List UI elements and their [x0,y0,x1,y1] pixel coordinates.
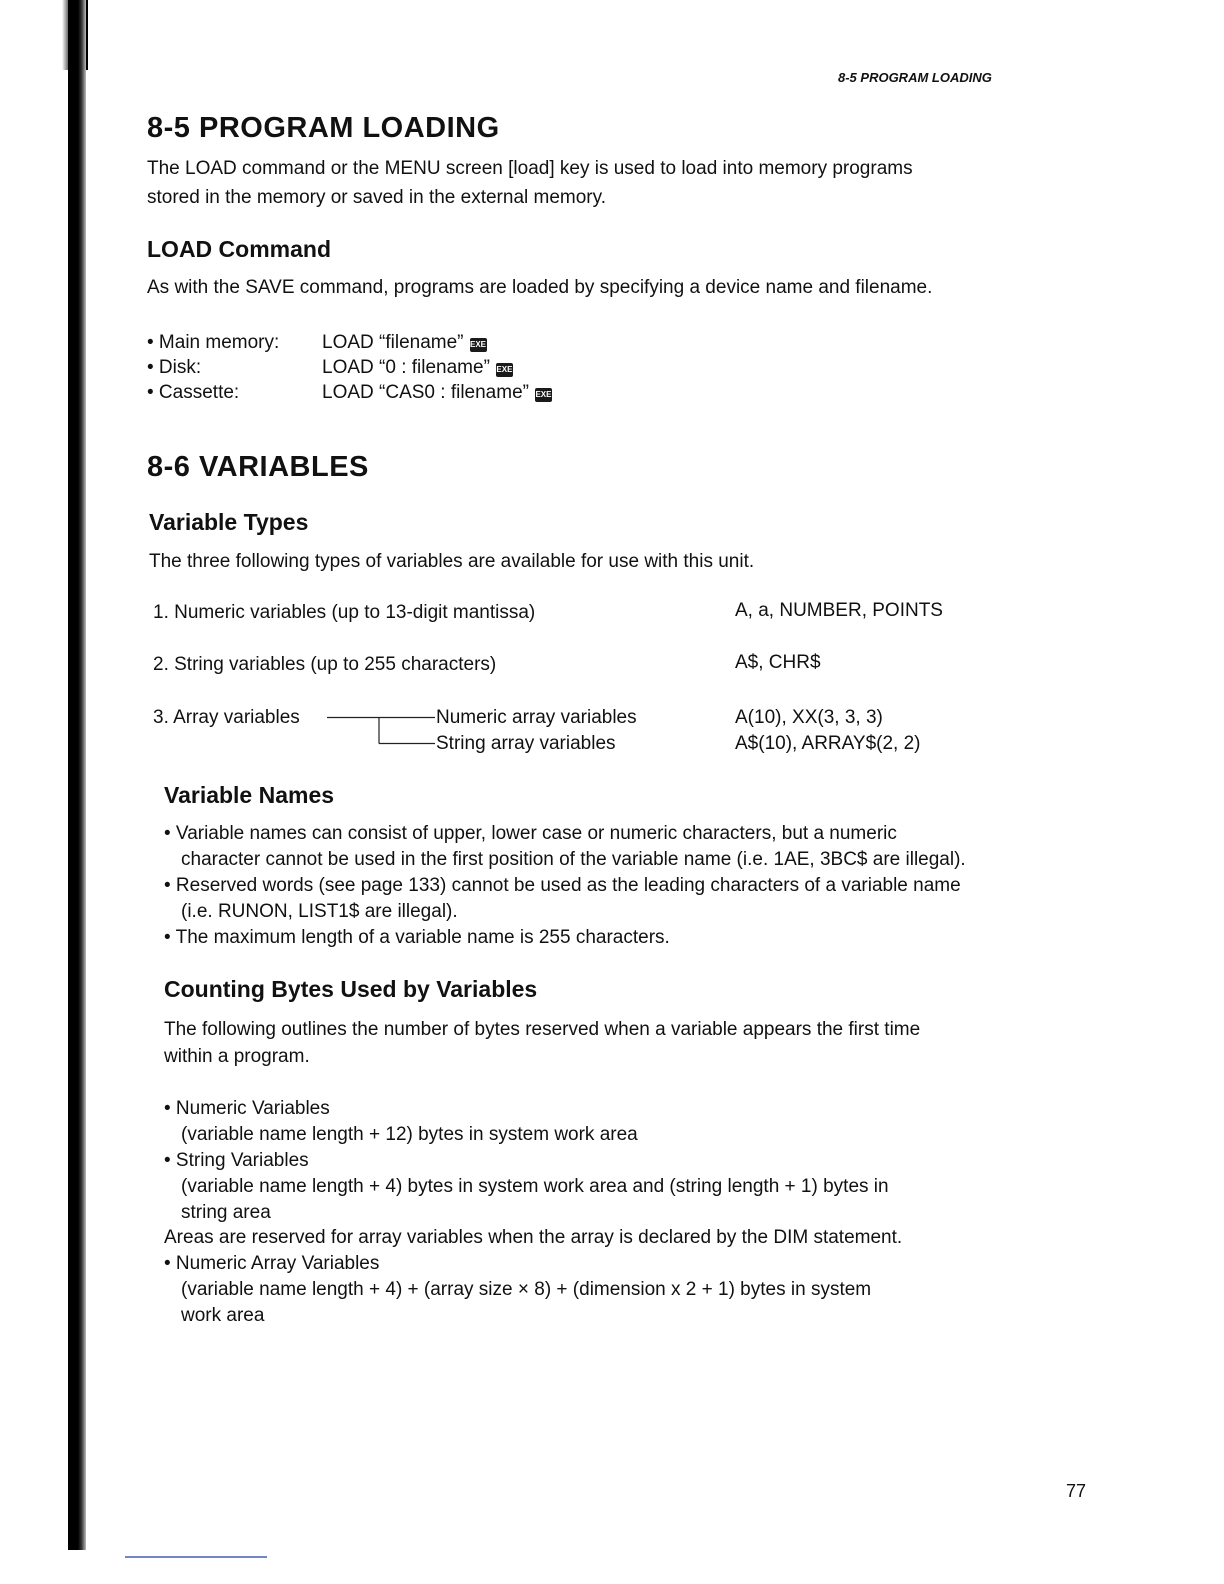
array-branch-bracket [325,716,437,746]
array-subtype-example: A(10), XX(3, 3, 3) [735,707,883,728]
running-header: 8-5 PROGRAM LOADING [838,70,992,85]
variable-type-example: A, a, NUMBER, POINTS [735,600,943,621]
load-command-cassette [322,379,552,407]
list-item-continuation: (i.e. RUNON, LIST1$ are illegal). [181,901,458,922]
variable-type-label: 3. Array variables [153,707,300,728]
section-heading-variables: 8-6 VARIABLES [147,451,369,483]
byte-formula: (variable name length + 4) bytes in system work area and (string length + 1) bytes in [181,1176,889,1197]
exe-key-icon: EXE [470,338,487,352]
array-note: Areas are reserved for array variables when the array is declared by the DIM statement. [164,1227,903,1248]
exe-key-icon: EXE [535,388,552,402]
intro-line-1: The LOAD command or the MENU screen [load] key is used to load into memory programs [147,158,913,179]
device-label-cassette: • Cassette: [147,382,240,403]
byte-formula-continuation: work area [181,1305,265,1326]
byte-formula: (variable name length + 4) + (array size × 8) + (dimension x 2 + 1) bytes in system [181,1279,872,1300]
load-command-disk [322,354,513,382]
list-item: • Variable names can consist of upper, lower case or numeric characters, but a numeric [164,823,897,844]
byte-formula-continuation: string area [181,1202,271,1223]
variable-types-text: The three following types of variables are available for use with this unit. [149,551,755,572]
subheading-counting-bytes: Counting Bytes Used by Variables [164,976,538,1002]
intro-line-2: stored in the memory or saved in the external memory. [147,187,607,208]
exe-key-icon: EXE [496,363,513,377]
page-number: 77 [1066,1481,1087,1501]
subheading-load-command: LOAD Command [147,236,331,262]
list-item: • String Variables [164,1150,309,1171]
device-label-disk: • Disk: [147,357,202,378]
subheading-variable-names: Variable Names [164,782,335,808]
load-command-main-memory [322,329,487,357]
array-subtype-label: Numeric array variables [436,707,637,728]
array-subtype-label: String array variables [436,733,616,754]
list-item-continuation: character cannot be used in the first position of the variable name (i.e. 1AE, 3BC$ are illegal). [181,849,966,870]
subheading-variable-types: Variable Types [149,509,309,535]
section-heading-program-loading: 8-5 PROGRAM LOADING [147,112,500,144]
list-item: • Reserved words (see page 133) cannot be used as the leading characters of a variable name [164,875,961,896]
counting-intro-line-1: The following outlines the number of bytes reserved when a variable appears the first time [164,1019,921,1040]
command-text: LOAD “filename” [322,332,464,353]
variable-type-label: 2. String variables (up to 255 characters) [153,654,497,675]
list-item: • The maximum length of a variable name is 255 characters. [164,927,670,948]
list-item: • Numeric Variables [164,1098,330,1119]
bottom-rule [125,1556,267,1558]
command-text: LOAD “CAS0 : filename” [322,382,529,403]
device-label-main-memory: • Main memory: [147,332,280,353]
binding-edge [68,0,86,1550]
variable-type-label: 1. Numeric variables (up to 13-digit mantissa) [153,602,536,623]
command-text: LOAD “0 : filename” [322,357,490,378]
array-subtype-example: A$(10), ARRAY$(2, 2) [735,733,921,754]
counting-intro-line-2: within a program. [164,1046,310,1067]
byte-formula: (variable name length + 12) bytes in system work area [181,1124,638,1145]
variable-type-example: A$, CHR$ [735,652,821,673]
list-item: • Numeric Array Variables [164,1253,380,1274]
load-command-text: As with the SAVE command, programs are loaded by specifying a device name and filename. [147,277,933,298]
